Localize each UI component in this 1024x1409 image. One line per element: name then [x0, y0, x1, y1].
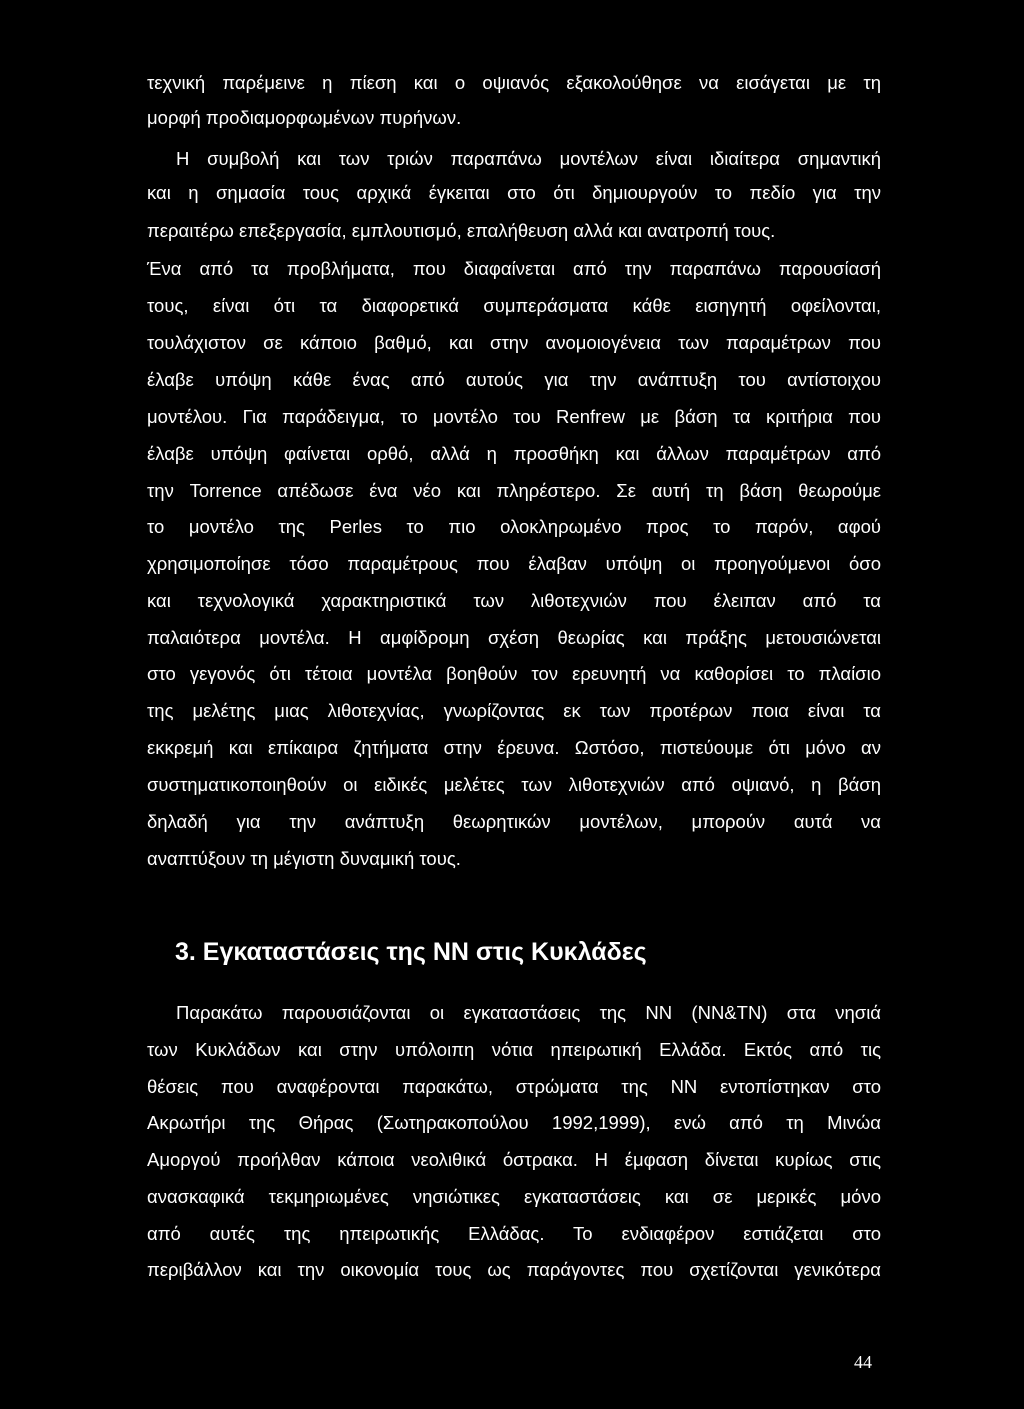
text-line: τουλάχιστον σε κάποιο βαθμό, και στην ανομοιογένεια των παραμέτρων που	[147, 332, 881, 353]
text-line: μοντέλου. Για παράδειγμα, το μοντέλο του Renfrew με βάση τα κριτήρια που	[147, 406, 881, 427]
text-line: το μοντέλο της Perles το πιο ολοκληρωμένο προς το παρόν, αφού	[147, 516, 881, 537]
text-line: των Κυκλάδων και στην υπόλοιπη νότια ηπειρωτική Ελλάδα. Εκτός από τις	[147, 1039, 881, 1060]
page-number: 44	[854, 1352, 872, 1372]
text-line: μορφή προδιαμορφωμένων πυρήνων.	[147, 107, 462, 128]
text-line: εκκρεμή και επίκαιρα ζητήματα στην έρευνα. Ωστόσο, πιστεύουμε ότι μόνο αν	[147, 737, 881, 758]
section-heading: 3. Εγκαταστάσεις της ΝΝ στις Κυκλάδες	[175, 938, 647, 966]
text-line: συστηματικοποιηθούν οι ειδικές μελέτες των λιθοτεχνιών από οψιανό, η βάση	[147, 774, 881, 795]
text-line: Παρακάτω παρουσιάζονται οι εγκαταστάσεις της ΝΝ (ΝΝ&ΤΝ) στα νησιά	[176, 1002, 881, 1023]
text-line: Ακρωτήρι της Θήρας (Σωτηρακοπούλου 1992,1999), ενώ από τη Μινώα	[147, 1112, 881, 1133]
text-line: παλαιότερα μοντέλα. Η αμφίδρομη σχέση θεωρίας και πράξης μετουσιώνεται	[147, 627, 881, 648]
text-line: δηλαδή για την ανάπτυξη θεωρητικών μοντέλων, μπορούν αυτά να	[147, 811, 881, 832]
text-line: ανασκαφικά τεκμηριωμένες νησιώτικες εγκαταστάσεις και σε μερικές μόνο	[147, 1186, 881, 1207]
text-line: και τεχνολογικά χαρακτηριστικά των λιθοτεχνιών που έλειπαν από τα	[147, 590, 881, 611]
text-line: έλαβε υπόψη κάθε ένας από αυτούς για την ανάπτυξη του αντίστοιχου	[147, 369, 881, 390]
text-line: της μελέτης μιας λιθοτεχνίας, γνωρίζοντας εκ των προτέρων ποια είναι τα	[147, 700, 881, 721]
text-line: Αμοργού προήλθαν κάποια νεολιθικά όστρακα. Η έμφαση δίνεται κυρίως στις	[147, 1149, 881, 1170]
text-line: Ένα από τα προβλήματα, που διαφαίνεται από την παραπάνω παρουσίασή	[147, 258, 881, 279]
text-line: την Torrence απέδωσε ένα νέο και πληρέστερο. Σε αυτή τη βάση θεωρούμε	[147, 480, 881, 501]
text-line: στο γεγονός ότι τέτοια μοντέλα βοηθούν τον ερευνητή να καθορίσει το πλαίσιο	[147, 663, 881, 684]
text-line: τεχνική παρέμεινε η πίεση και ο οψιανός εξακολούθησε να εισάγεται με τη	[147, 72, 881, 93]
text-line: χρησιμοποίησε τόσο παραμέτρους που έλαβαν υπόψη οι προηγούμενοι όσο	[147, 553, 881, 574]
text-line: και η σημασία τους αρχικά έγκειται στο ότι δημιουργούν το πεδίο για την	[147, 182, 881, 203]
text-line: θέσεις που αναφέρονται παρακάτω, στρώματα της ΝΝ εντοπίστηκαν στο	[147, 1076, 881, 1097]
text-line: από αυτές της ηπειρωτικής Ελλάδας. Το ενδιαφέρον εστιάζεται στο	[147, 1223, 881, 1244]
text-line: Η συμβολή και των τριών παραπάνω μοντέλων είναι ιδιαίτερα σημαντική	[176, 148, 881, 169]
text-line: έλαβε υπόψη φαίνεται ορθό, αλλά η προσθήκη και άλλων παραμέτρων από	[147, 443, 881, 464]
text-line: περιβάλλον και την οικονομία τους ως παράγοντες που σχετίζονται γενικότερα	[147, 1259, 881, 1280]
text-line: αναπτύξουν τη μέγιστη δυναμική τους.	[147, 848, 461, 869]
text-line: περαιτέρω επεξεργασία, εμπλουτισμό, επαλήθευση αλλά και ανατροπή τους.	[147, 220, 776, 241]
text-line: τους, είναι ότι τα διαφορετικά συμπεράσματα κάθε εισηγητή οφείλονται,	[147, 295, 881, 316]
